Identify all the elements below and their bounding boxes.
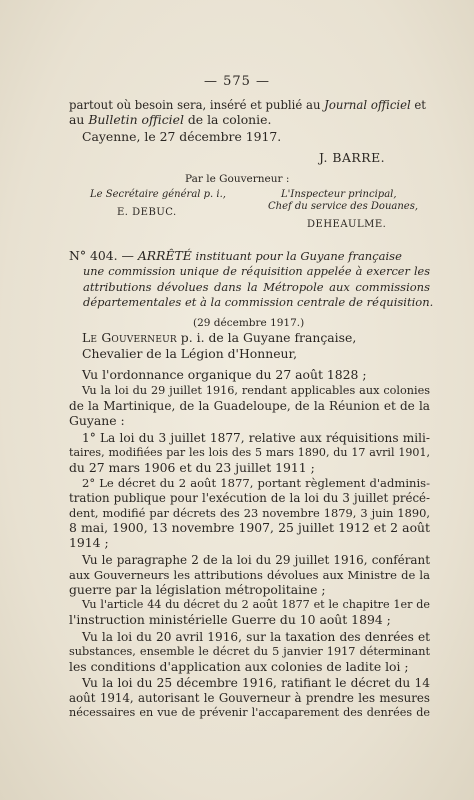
governor-text: p. i. de la Guyane française, [176,330,357,345]
body-line: Vu la loi du 20 avril 1916, sur la taxation des denrées et [82,630,430,644]
body-line: 1914 ; [69,535,109,550]
intro-line-2 [69,113,271,127]
inspecteur-title-2: Chef du service des Douanes, [268,201,419,212]
inspecteur-title: L'Inspecteur principal, [281,189,397,200]
decree-dash: — [117,248,138,263]
governor-line [82,331,356,345]
body-line: substances, ensemble le décret du 5 janvier 1917 déterminant [69,645,430,658]
chevalier-line: Chevalier de la Légion d'Honneur, [82,346,298,361]
decree-title-line-4: départementales et à la commission centrale de réquisition. [83,295,434,309]
body-line: nécessaires en vue de prévenir l'accaparement des denrées de [69,706,430,719]
bulletin-officiel: Bulletin officiel [88,112,184,127]
body-line: de la Martinique, de la Guadeloupe, de la Réunion et de la [69,399,430,413]
body-line: 1° La loi du 3 juillet 1877, relative aux réquisitions mili- [82,431,430,445]
signing-date: Cayenne, le 27 décembre 1917. [82,129,282,144]
decree-number: N° 404. [69,248,118,263]
decree-title-text: instituant pour la Guyane française [191,249,402,263]
body-line: Vu l'article 44 du décret du 2 août 1877 et le chapitre 1er de [82,598,430,611]
intro-text: partout où besoin sera, inséré et publié au [69,98,325,112]
body-line: taires, modifiées par les lois des 5 mars 1890, du 17 avril 1901, [69,446,430,459]
decree-title-line-2: une commission unique de réquisition appelée à exercer les [83,265,430,278]
secretaire-title: Le Secrétaire général p. i., [90,189,226,200]
page-number: — 575 — [203,74,271,89]
le-gouverneur: Le Gouverneur [82,330,177,345]
secretaire-name: E. DEBUC. [117,207,177,218]
decree-title-line-3: attributions dévolues dans la Métropole aux commissions [83,280,430,294]
journal-officiel: Journal officiel [324,98,411,112]
body-line: l'instruction ministérielle Guerre du 10 août 1894 ; [69,612,391,627]
decree-heading-line-1 [69,249,430,263]
governor-signature: J. BARRE. [319,150,386,165]
body-line: les conditions d'application aux colonies de ladite loi ; [69,659,409,674]
intro-text: et [410,98,426,112]
body-line: aux Gouverneurs les attributions dévolues aux Ministre de la [69,568,430,582]
body-line: Guyane : [69,413,125,428]
intro-line-1 [69,98,430,112]
body-line: Vu le paragraphe 2 de la loi du 29 juillet 1916, conférant [82,553,430,567]
body-line: guerre par la législation métropolitaine ; [69,582,326,597]
body-line: 2° Le décret du 2 août 1877, portant règlement d'adminis- [82,476,430,490]
body-line: Vu la loi du 29 juillet 1916, rendant applicables aux colonies [82,384,430,397]
body-line: Vu la loi du 25 décembre 1916, ratifiant le décret du 14 [82,676,430,690]
decree-date: (29 décembre 1917.) [193,317,305,329]
intro-text: au [69,112,89,127]
body-line: du 27 mars 1906 et du 23 juillet 1911 ; [69,460,315,475]
inspecteur-name: DEHEAULME. [307,219,387,230]
par-le-gouverneur: Par le Gouverneur : [185,173,290,185]
decree-title-word: ARRÊTÉ [137,248,192,263]
body-line: août 1914, autorisant le Gouverneur à prendre les mesures [69,691,430,705]
body-line: dent, modifié par décrets des 23 novembre 1879, 3 juin 1890, [69,506,430,520]
body-line: 8 mai, 1900, 13 novembre 1907, 25 juillet 1912 et 2 août [69,520,430,535]
intro-text: de la colonie. [183,112,272,127]
body-line: Vu l'ordonnance organique du 27 août 1828 ; [82,367,367,382]
body-line: tration publique pour l'exécution de la loi du 3 juillet précé- [69,491,430,505]
